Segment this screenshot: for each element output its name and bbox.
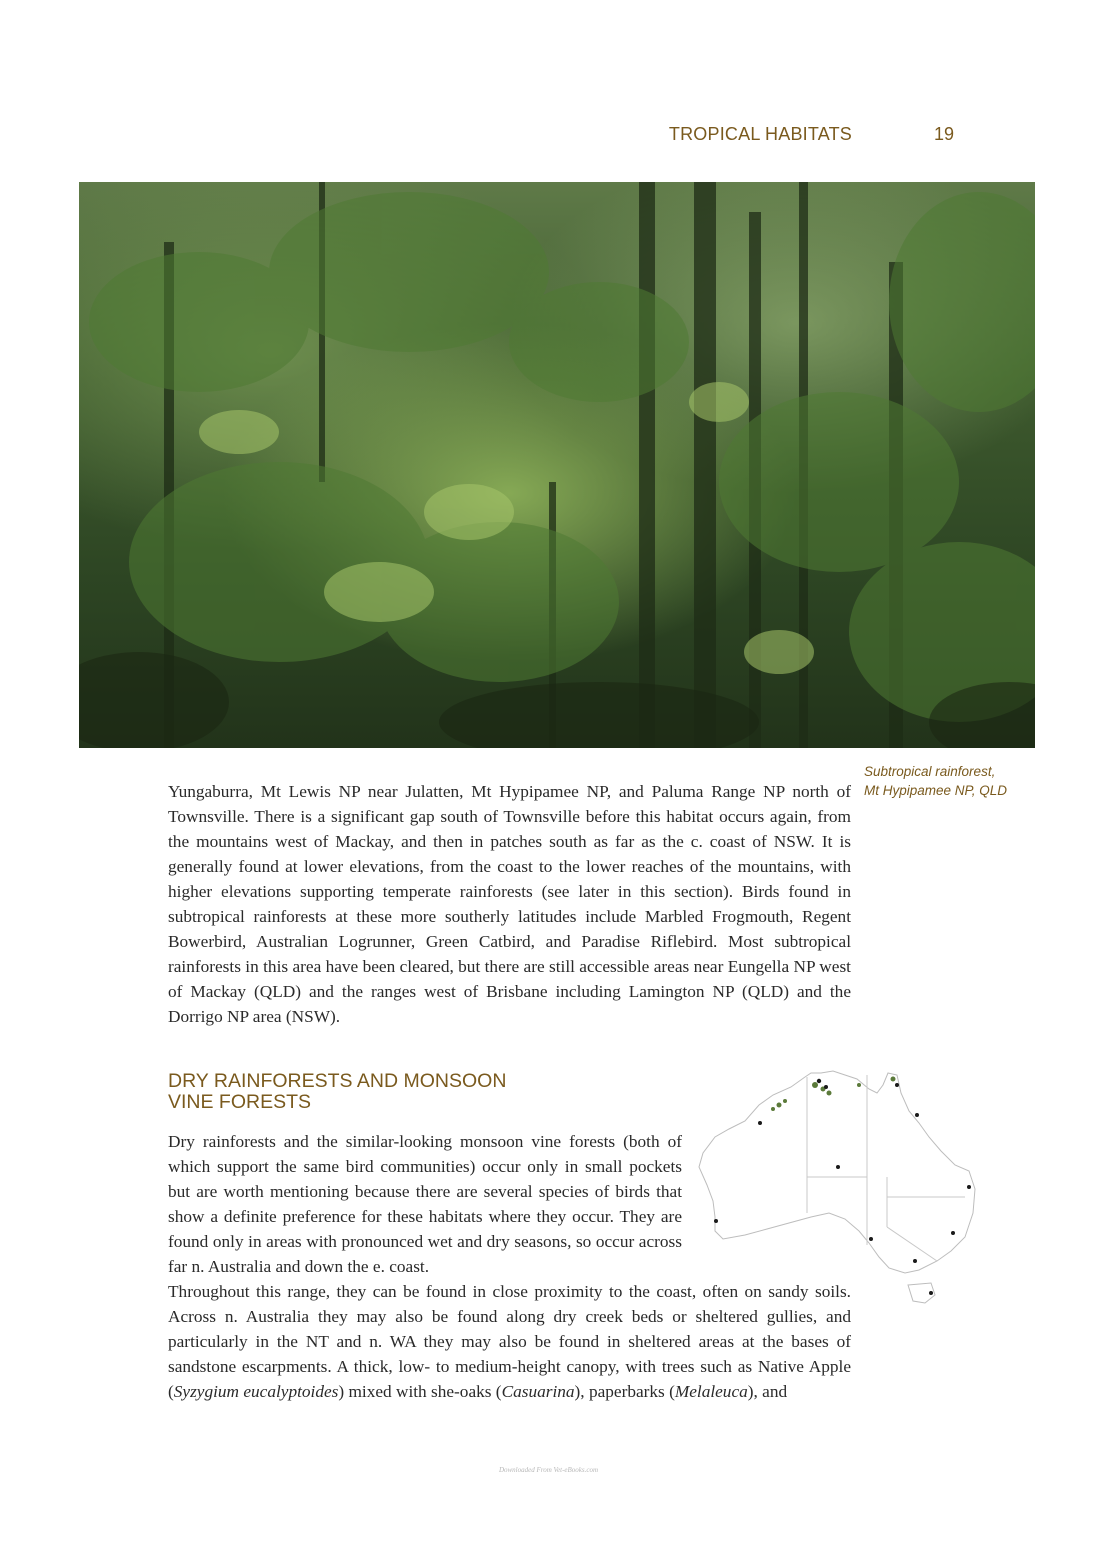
species-name: Casuarina	[501, 1382, 575, 1401]
species-name: Melaleuca	[674, 1382, 748, 1401]
page-number: 19	[933, 124, 954, 144]
species-name: Syzygium eucalyptoides	[173, 1382, 339, 1401]
footer-watermark: Downloaded From Vet-eBooks.com	[498, 1466, 599, 1474]
section-heading	[168, 1071, 588, 1113]
body-paragraph-1: Yungaburra, Mt Lewis NP near Julatten, Mt Hypipamee NP, and Paluma Range NP north of Townsville. There is a significant gap south of Townsville before this habitat occurs again, from the mountains west of Mackay, and then in patches south as far as the c. coast of NSW. It is generally found at lower elevations, from the coast to the lower reaches of the mountains, with higher elevations supporting temperate rainforests (see later in this section). Birds found in subtropical rainforests at these more southerly latitudes include Marbled Frogmouth, Regent Bowerbird, Australian Logrunner, Green Catbird, and Paradise Riflebird. Most subtropical rainforests in this area have been cleared, but there are still accessible areas near Eungella NP west of Mackay (QLD) and the ranges west of Brisbane including Lamington NP (QLD) and the Dorrigo NP area (NSW).	[168, 782, 851, 1026]
para-text: Throughout this range, they can be found in close proximity to the coast, often on sandy soils. Across n. Australia they may also be found along dry creek beds or sheltered gullies, and particularly in the NT and n. WA they may also be found in sheltered areas at the bases of sandstone escarpments. A thick, low- to medium-height canopy, with trees such as Native Apple (	[168, 1282, 851, 1401]
section-title: TROPICAL HABITATS	[668, 124, 852, 144]
para-text: ), and	[747, 1382, 788, 1401]
rainforest-photo	[79, 182, 1035, 748]
para-text: ), paperbarks (	[574, 1382, 675, 1401]
para-text: ) mixed with she-oaks (	[338, 1382, 502, 1401]
section-heading-line-1: DRY RAINFORESTS AND MONSOON	[168, 1070, 507, 1092]
distribution-map	[693, 1065, 983, 1305]
running-head	[600, 124, 960, 148]
section-heading-line-2: VINE FORESTS	[168, 1091, 312, 1113]
photo-caption: Subtropical rainforest, Mt Hypipamee NP, QLD	[864, 764, 1008, 798]
body-paragraph-2a: Dry rainforests and the similar-looking monsoon vine forests (both of which support the same bird communities) occur only in small pockets but are worth mentioning because there are several species of birds that show a definite preference for these habitats where they occur. They are found only in areas with pronounced wet and dry seasons, so occur across far n. Australia and down the e. coast.	[168, 1132, 682, 1276]
